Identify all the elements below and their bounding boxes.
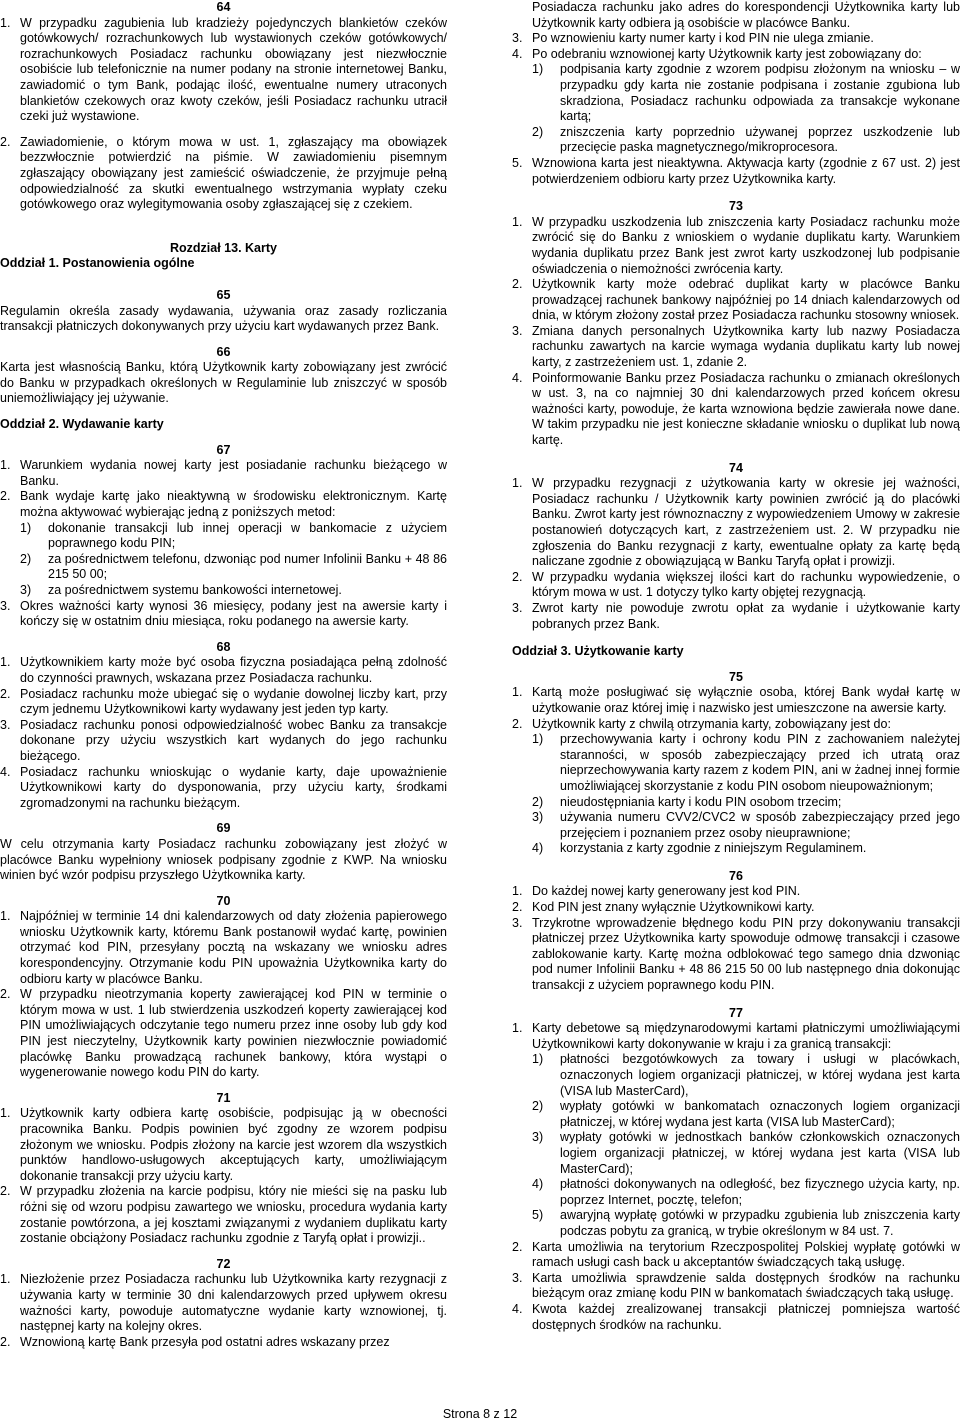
paragraph <box>0 837 447 884</box>
list-number: 1. <box>512 685 523 700</box>
list-item <box>512 916 960 994</box>
chapter-heading: Oddział 1. Postanowienia ogólne <box>0 256 195 271</box>
page-footer: Strona 8 z 12 <box>442 1407 518 1421</box>
paragraph <box>0 360 447 407</box>
list-item <box>0 16 447 125</box>
paragraph-text: Posiadacza rachunku jako adres do korespondencji Użytkownika karty lub Użytkownik karty odbiera ją osobiście w placówce Banku. <box>532 0 960 30</box>
left-column <box>0 0 447 1350</box>
list-item <box>512 884 960 900</box>
chapter-heading: Oddział 2. Wydawanie karty <box>0 417 164 432</box>
list-item <box>512 685 960 716</box>
list-text: Po odebraniu wznowionej karty Użytkownik karty jest zobowiązany do: <box>532 46 922 61</box>
list-item <box>0 1106 447 1184</box>
list-text: Kwota każdej zrealizowanej transakcji płatniczej pomniejsza wartość dostępnych środków na rachunku. <box>532 1301 960 1332</box>
list-item <box>0 687 447 718</box>
list-item <box>0 458 447 489</box>
sub-list-item <box>512 732 960 794</box>
list-text: wypłaty gotówki w jednostkach banków członkowskich oznaczonych logiem organizacji płatniczej, w której wydana jest karta (VISA lub MasterCard); <box>560 1130 960 1176</box>
sub-list-item <box>512 1052 960 1099</box>
list-item <box>512 476 960 570</box>
section-number: 64 <box>216 0 231 14</box>
list-item <box>0 599 447 630</box>
list-number: 1. <box>0 909 11 924</box>
list-number: 3) <box>20 583 32 597</box>
list-number: 1. <box>0 458 11 473</box>
list-number: 1. <box>0 655 11 670</box>
list-text: dokonanie transakcji lub innej operacji w bankomacie z użyciem poprawnego kodu PIN; <box>48 520 447 551</box>
list-text: Okres ważności karty wynosi 36 miesięcy, podany jest na awersie karty i kończy się w ostatnim dniu miesiąca, roku podanego na awersie karty. <box>20 598 447 629</box>
list-item <box>0 987 447 1081</box>
list-item <box>0 1272 447 1334</box>
list-text: Użytkownikiem karty może być osoba fizyczna posiadająca pełną zdolność do czynności prawnych, wskazana przez Posiadacza rachunku. <box>20 655 447 685</box>
list-text: Użytkownik karty odbiera kartę osobiście, podpisując ją w obecności pracownika Banku. Podpis powinien być zgodny ze wzorem podpisu złożonym we wniosku. Podpis złożony na karcie jest wzorem dla wszystkich punktów handlowo-usługowych akceptujących karty, umożliwiającym dokonanie transakcji przy użyciu karty. <box>20 1106 447 1183</box>
list-number: 3. <box>512 31 523 46</box>
list-number: 2. <box>0 1334 11 1349</box>
list-item <box>512 1271 960 1302</box>
paragraph-text: W celu otrzymania karty Posiadacz rachunku zobowiązany jest złożyć w placówce Banku wypełniony wniosek podpisany zgodnie z KWP. Na wniosku winien być wzór podpisu przyszłego Użytkownika karty. <box>0 836 447 883</box>
sub-list-item <box>512 1177 960 1208</box>
list-text: Karty debetowe są międzynarodowymi kartami płatniczymi umożliwiającymi Użytkownikowi karty dokonywanie w kraju i za granicą transakcji: <box>532 1021 960 1051</box>
list-number: 1) <box>532 1052 544 1067</box>
list-text: Karta umożliwia sprawdzenie salda dostępnych środków na rachunku bieżącym oraz zmianę kodu PIN w bankomatach świadczących taką usługę. <box>532 1270 960 1301</box>
section-number: 67 <box>216 442 231 457</box>
list-text: Karta umożliwia na terytorium Rzeczpospolitej Polskiej wypłatę gotówki w ramach usługi cash back u akceptantów świadczących taką usługę. <box>532 1239 960 1270</box>
list-item <box>512 1302 960 1333</box>
list-text: Użytkownik karty z chwilą otrzymania karty, zobowiązany jest do: <box>532 716 891 731</box>
list-text: W przypadku złożenia na karcie podpisu, który nie mieści się na pasku lub różni się od wzoru podpisu zawartego we wniosku, procedura wydania karty zostanie powtórzona, a jej kosztami związanymi z wydaniem duplikatu karty zostanie obciążony Posiadacz rachunku zgodnie z Taryfą opłat i prowizji.. <box>20 1184 447 1246</box>
list-text: Do każdej nowej karty generowany jest kod PIN. <box>532 884 801 899</box>
list-number: 1) <box>20 520 32 535</box>
paragraph-text: Karta jest własnością Banku, którą Użytkownik karty zobowiązany jest zwrócić do Banku w przypadkach określonych w Regulaminie lub zniszczyć w sposób uniemożliwiający jej używanie. <box>0 360 447 406</box>
list-item <box>512 717 960 733</box>
list-number: 5) <box>532 1208 544 1223</box>
section-number: Rozdział 13. Karty <box>170 240 277 255</box>
list-number: 1. <box>0 15 11 30</box>
list-number: 4. <box>0 764 11 779</box>
list-item <box>0 489 447 520</box>
section-number: 71 <box>216 1090 231 1105</box>
list-text: Najpóźniej w terminie 14 dni kalendarzowych od daty złożenia papierowego wniosku Użytkownik karty, któremu Bank postanowił wydać kartę, powinien otrzymać kod PIN, przesyłany pocztą na wskazany we wniosku adres korespondencyjny. Otrzymanie kodu PIN upoważnia Użytkownika karty do odbioru karty w placówce Banku. <box>20 909 447 986</box>
section-number: 70 <box>216 893 231 908</box>
list-number: 2) <box>532 794 544 809</box>
list-number: 4. <box>512 46 523 61</box>
list-text: Kod PIN jest znany wyłącznie Użytkownikowi karty. <box>532 900 815 915</box>
list-number: 1. <box>512 476 523 491</box>
list-text: Posiadacz rachunku może ubiegać się o wydanie dowolnej liczby kart, przy czym jednemu Użytkownikowi karty wydawany jest jeden typ karty. <box>20 686 447 717</box>
list-item <box>512 215 960 277</box>
list-number: 3) <box>532 1130 544 1145</box>
list-number: 2. <box>0 134 11 149</box>
list-item <box>0 655 447 686</box>
list-number: 1. <box>512 1021 523 1036</box>
sub-list-item <box>0 552 447 583</box>
list-text: podpisania karty zgodnie z wzorem podpisu złożonym na wniosku – w przypadku gdy karta nie zostanie podpisana i zostanie zgubiona lub skradziona, Posiadacz rachunku odpowiada za transakcje wykonane kartą; <box>560 62 960 124</box>
list-item <box>512 1021 960 1052</box>
list-text: W przypadku wydania większej ilości kart do rachunku wypowiedzenie, o którym mowa w ust. 1 dotyczy tylko karty objętej rezygnacją. <box>532 569 960 600</box>
section-number: 69 <box>216 821 231 836</box>
sub-list-item <box>512 795 960 811</box>
list-text: awaryjną wypłatę gotówki w przypadku zgubienia lub zniszczenia karty podczas pobytu za granicą, w trybie określonym w 84 ust. 7. <box>560 1208 960 1238</box>
sub-list-item <box>512 810 960 841</box>
list-text: Użytkownik karty może odebrać duplikat karty w placówce Banku prowadzącej rachunek bankowy najpóźniej po 14 dniach kalendarzowych od dnia, w którym złożony został przez Posiadacza rachunku stosowny wniosek. <box>532 277 960 323</box>
sub-list-item <box>512 1208 960 1239</box>
list-number: 3. <box>512 600 523 615</box>
list-text: Niezłożenie przez Posiadacza rachunku lub Użytkownika karty rezygnacji z używania karty w terminie 30 dni kalendarzowych przed upływem okresu ważności karty, powoduje automatyczne wydanie karty wznowionej, tj. następnej karty na kolejny okres. <box>20 1272 447 1334</box>
list-text: Warunkiem wydania nowej karty jest posiadanie rachunku bieżącego w Banku. <box>20 458 447 488</box>
list-item <box>512 47 960 63</box>
list-item <box>512 371 960 449</box>
list-number: 2. <box>512 716 523 731</box>
list-number: 2. <box>512 1239 523 1254</box>
list-number: 1. <box>512 884 523 899</box>
list-text: Wznowiona karta jest nieaktywna. Aktywacja karty (zgodnie z 67 ust. 2) jest potwierdzeniem odbioru karty przez Użytkownika karty. <box>532 155 960 186</box>
list-item <box>0 1184 447 1246</box>
sub-list-item <box>512 62 960 124</box>
list-number: 2. <box>0 987 11 1002</box>
list-item <box>512 277 960 324</box>
list-number: 3. <box>512 1270 523 1285</box>
list-item <box>0 765 447 812</box>
list-text: Bank wydaje kartę jako nieaktywną w środowisku elektronicznym. Kartę można aktywować wybierając jedną z poniższych metod: <box>20 489 447 520</box>
sub-list-item <box>512 1099 960 1130</box>
list-number: 5. <box>512 155 523 170</box>
list-number: 4. <box>512 1301 523 1316</box>
list-text: Posiadacz rachunku wnioskując o wydanie karty, daje upoważnienie Użytkownikowi karty do dysponowania, przy użyciu karty, środkami zgromadzonymi na rachunku bieżącym. <box>20 764 447 810</box>
list-number: 2. <box>512 900 523 915</box>
list-text: Kartą może posługiwać się wyłącznie osoba, której Bank wydał kartę w użytkowanie oraz której imię i nazwisko jest umieszczone na awersie karty. <box>532 685 960 715</box>
list-text: przechowywania karty i ochrony kodu PIN z zachowaniem należytej staranności, w sposób zabezpieczający przed ich utratą oraz nieprzechowywania karty razem z kodem PIN, ani w żadnej innej formie umożliwiającej skorzystanie z kodu PIN osobom nieupoważnionym; <box>560 732 960 793</box>
list-text: Zmiana danych personalnych Użytkownika karty lub nazwy Posiadacza rachunku zawartych na karcie wymaga wydania duplikatu karty lub nowej karty, z zastrzeżeniem ust. 1, zdanie 2. <box>532 323 960 370</box>
list-number: 1. <box>512 214 523 229</box>
list-text: Po wznowieniu karty numer karty i kod PIN nie ulega zmianie. <box>532 31 874 46</box>
list-number: 1) <box>532 732 544 747</box>
list-item <box>0 718 447 765</box>
sub-list-item <box>512 841 960 857</box>
paragraph <box>0 304 447 335</box>
list-item <box>0 1335 447 1351</box>
sub-list-item <box>0 583 447 599</box>
section-number: 77 <box>729 1005 743 1020</box>
section-number: 68 <box>216 639 231 654</box>
list-text: Trzykrotne wprowadzenie błędnego kodu PIN przy dokonywaniu transakcji płatniczej przez Użytkownika karty spowoduje odmowę transakcji i czasowe zablokowanie karty. Kartę można odblokować tego samego dnia dzwoniąc pod numer Infolinii Banku + 48 86 215 50 00 lub następnego dnia dokonując transakcji z użyciem poprawnego kodu PIN. <box>532 915 960 993</box>
list-text: Zawiadomienie, o którym mowa w ust. 1, zgłaszający ma obowiązek bezzwłocznie potwierdzić na piśmie. W zawiadomieniu pisemnym zgłaszający obowiązany jest zamieścić oświadczenie, że przyjmuje pełną odpowiedzialność za skutki ewentualnego wstrzymania wypłaty czeku gotówkowego oraz wylegitymowania osoby zgłaszającej się z czekiem. <box>20 134 447 212</box>
list-text: W przypadku zagubienia lub kradzieży pojedynczych blankietów czeków gotówkowych/ rozrachunkowych lub wystawionych czeków gotówkowych/ rozrachunkowych Posiadacz rachunku obowiązany jest niezwłocznie osobiście lub telefonicznie na numer podany na stronie internetowej Banku, zawiadomić o tym Bank, podając ilość, ewentualne numery utraconych blankietów czekowych oraz kwoty czeków, jeśli Posiadacz rachunku utracił czeki już wystawione. <box>20 15 447 124</box>
list-number: 3. <box>0 717 11 732</box>
list-item <box>512 601 960 632</box>
chapter-heading: Oddział 3. Użytkowanie karty <box>512 644 684 659</box>
section-number: 65 <box>216 287 231 302</box>
paragraph <box>512 0 960 31</box>
list-item <box>512 570 960 601</box>
list-text: zniszczenia karty poprzednio używanej poprzez uszkodzenie lub przecięcie paska magnetycznego/mikroprocesora. <box>560 124 960 155</box>
list-item <box>512 324 960 371</box>
list-number: 2. <box>0 686 11 701</box>
list-number: 1. <box>0 1272 11 1287</box>
list-number: 3. <box>0 598 11 613</box>
list-text: wypłaty gotówki w bankomatach oznaczonych logiem organizacji płatniczej, w której wydana jest karta (VISA lub MasterCard); <box>560 1099 960 1129</box>
section-number: 72 <box>216 1256 231 1271</box>
list-text: płatności bezgotówkowych za towary i usługi w placówkach, oznaczonych logiem organizacji płatniczej, w której wydana jest karta (VISA lub MasterCard), <box>560 1052 960 1098</box>
list-number: 3. <box>512 323 523 338</box>
list-text: nieudostępniania karty i kodu PIN osobom trzecim; <box>560 794 842 809</box>
list-number: 3. <box>512 915 523 930</box>
list-item <box>512 31 960 47</box>
list-text: Wznowioną kartę Bank przesyła pod ostatni adres wskazany przez <box>20 1334 390 1349</box>
list-text: W przypadku uszkodzenia lub zniszczenia karty Posiadacz rachunku może zwrócić się do Banku z wnioskiem o wydanie duplikatu karty. Warunkiem wydania duplikatu przez Bank jest zwrot karty uszkodzonej lub podpisanie oświadczenia o niemożności zwrócenia karty. <box>532 214 960 276</box>
list-text: Poinformowanie Banku przez Posiadacza rachunku o zmianach określonych w ust. 3, na co najmniej 30 dni kalendarzowych przed końcem okresu ważności karty, powoduje, że karta wznowiona będzie zawierała nowe dane. W takim przypadku nie jest konieczne składanie wniosku o duplikat lub nową kartę. <box>532 370 960 448</box>
list-number: 1. <box>0 1106 11 1121</box>
list-number: 2. <box>0 1184 11 1199</box>
list-number: 1) <box>532 62 544 77</box>
section-number: 73 <box>729 199 743 214</box>
list-text: Zwrot karty nie powoduje zwrotu opłat za wydanie i użytkowanie karty pobranych przez Bank. <box>532 600 960 631</box>
list-number: 4. <box>512 370 523 385</box>
sub-list-item <box>512 1130 960 1177</box>
section-number: 74 <box>729 460 743 475</box>
list-item <box>0 135 447 213</box>
sub-list-item <box>0 521 447 552</box>
section-number: 66 <box>216 344 231 359</box>
list-text: za pośrednictwem telefonu, dzwoniąc pod numer Infolinii Banku + 48 86 215 50 00; <box>48 551 447 582</box>
list-text: W przypadku rezygnacji z użytkowania karty w okresie jej ważności, Posiadacz rachunku / Użytkownik karty powinien zwrócić ją do placówki Banku. Zwrot karty jest równoznaczny z wypowiedzeniem Umowy w zakresie postanowień dotyczących kart, z zastrzeżeniem ust. 2. W przypadku nie zgłoszenia do Banku rezygnacji z karty, ewentualne opłaty za kartę będą naliczane zgodnie z obowiązującą w Banku Taryfą opłat i prowizji. <box>532 476 960 569</box>
list-item <box>0 909 447 987</box>
list-text: płatności dokonywanych na odległość, bez fizycznego użycia karty, np. poprzez Internet, pocztę, telefon; <box>560 1177 960 1207</box>
list-number: 2) <box>532 124 544 139</box>
list-text: korzystania z karty zgodnie z niniejszym Regulaminem. <box>560 841 867 856</box>
list-number: 3) <box>532 810 544 825</box>
paragraph-text: Regulamin określa zasady wydawania, używania oraz zasady rozliczania transakcji płatniczych dokonywanych przy użyciu kart wydawanych przez Bank. <box>0 303 447 334</box>
list-number: 2) <box>532 1099 544 1114</box>
list-item <box>512 1240 960 1271</box>
right-column <box>512 0 960 1333</box>
section-number: 76 <box>729 868 743 883</box>
list-number: 2. <box>0 489 11 504</box>
list-number: 4) <box>532 841 544 856</box>
list-text: za pośrednictwem systemu bankowości internetowej. <box>48 583 342 597</box>
list-item <box>512 156 960 187</box>
list-item <box>512 900 960 916</box>
list-text: używania numeru CVV2/CVC2 w sposób zabezpieczający przed jego przejęciem i poznaniem przez osoby nieuprawnione; <box>560 810 960 840</box>
list-number: 2) <box>20 551 32 566</box>
list-number: 4) <box>532 1177 544 1192</box>
list-text: Posiadacz rachunku ponosi odpowiedzialność wobec Banku za transakcje dokonane przy użyciu wszystkich kart wydanych do jego rachunku bieżącego. <box>20 717 447 763</box>
section-number: 75 <box>729 669 743 684</box>
sub-list-item <box>512 125 960 156</box>
list-number: 2. <box>512 569 523 584</box>
list-text: W przypadku nieotrzymania koperty zawierającej kod PIN w terminie o którym mowa w ust. 1 lub stwierdzenia uszkodzeń koperty zawierającej kod PIN umożliwiających odczytanie tego numeru przez inne osoby lub gdy kod PIN jest nieczytelny, Użytkownik karty powinien niezwłocznie powiadomić placówkę Banku prowadzącą rachunek bankowy, która wystąpi o wygenerowanie nowego kodu PIN do karty. <box>20 987 447 1080</box>
list-number: 2. <box>512 277 523 292</box>
